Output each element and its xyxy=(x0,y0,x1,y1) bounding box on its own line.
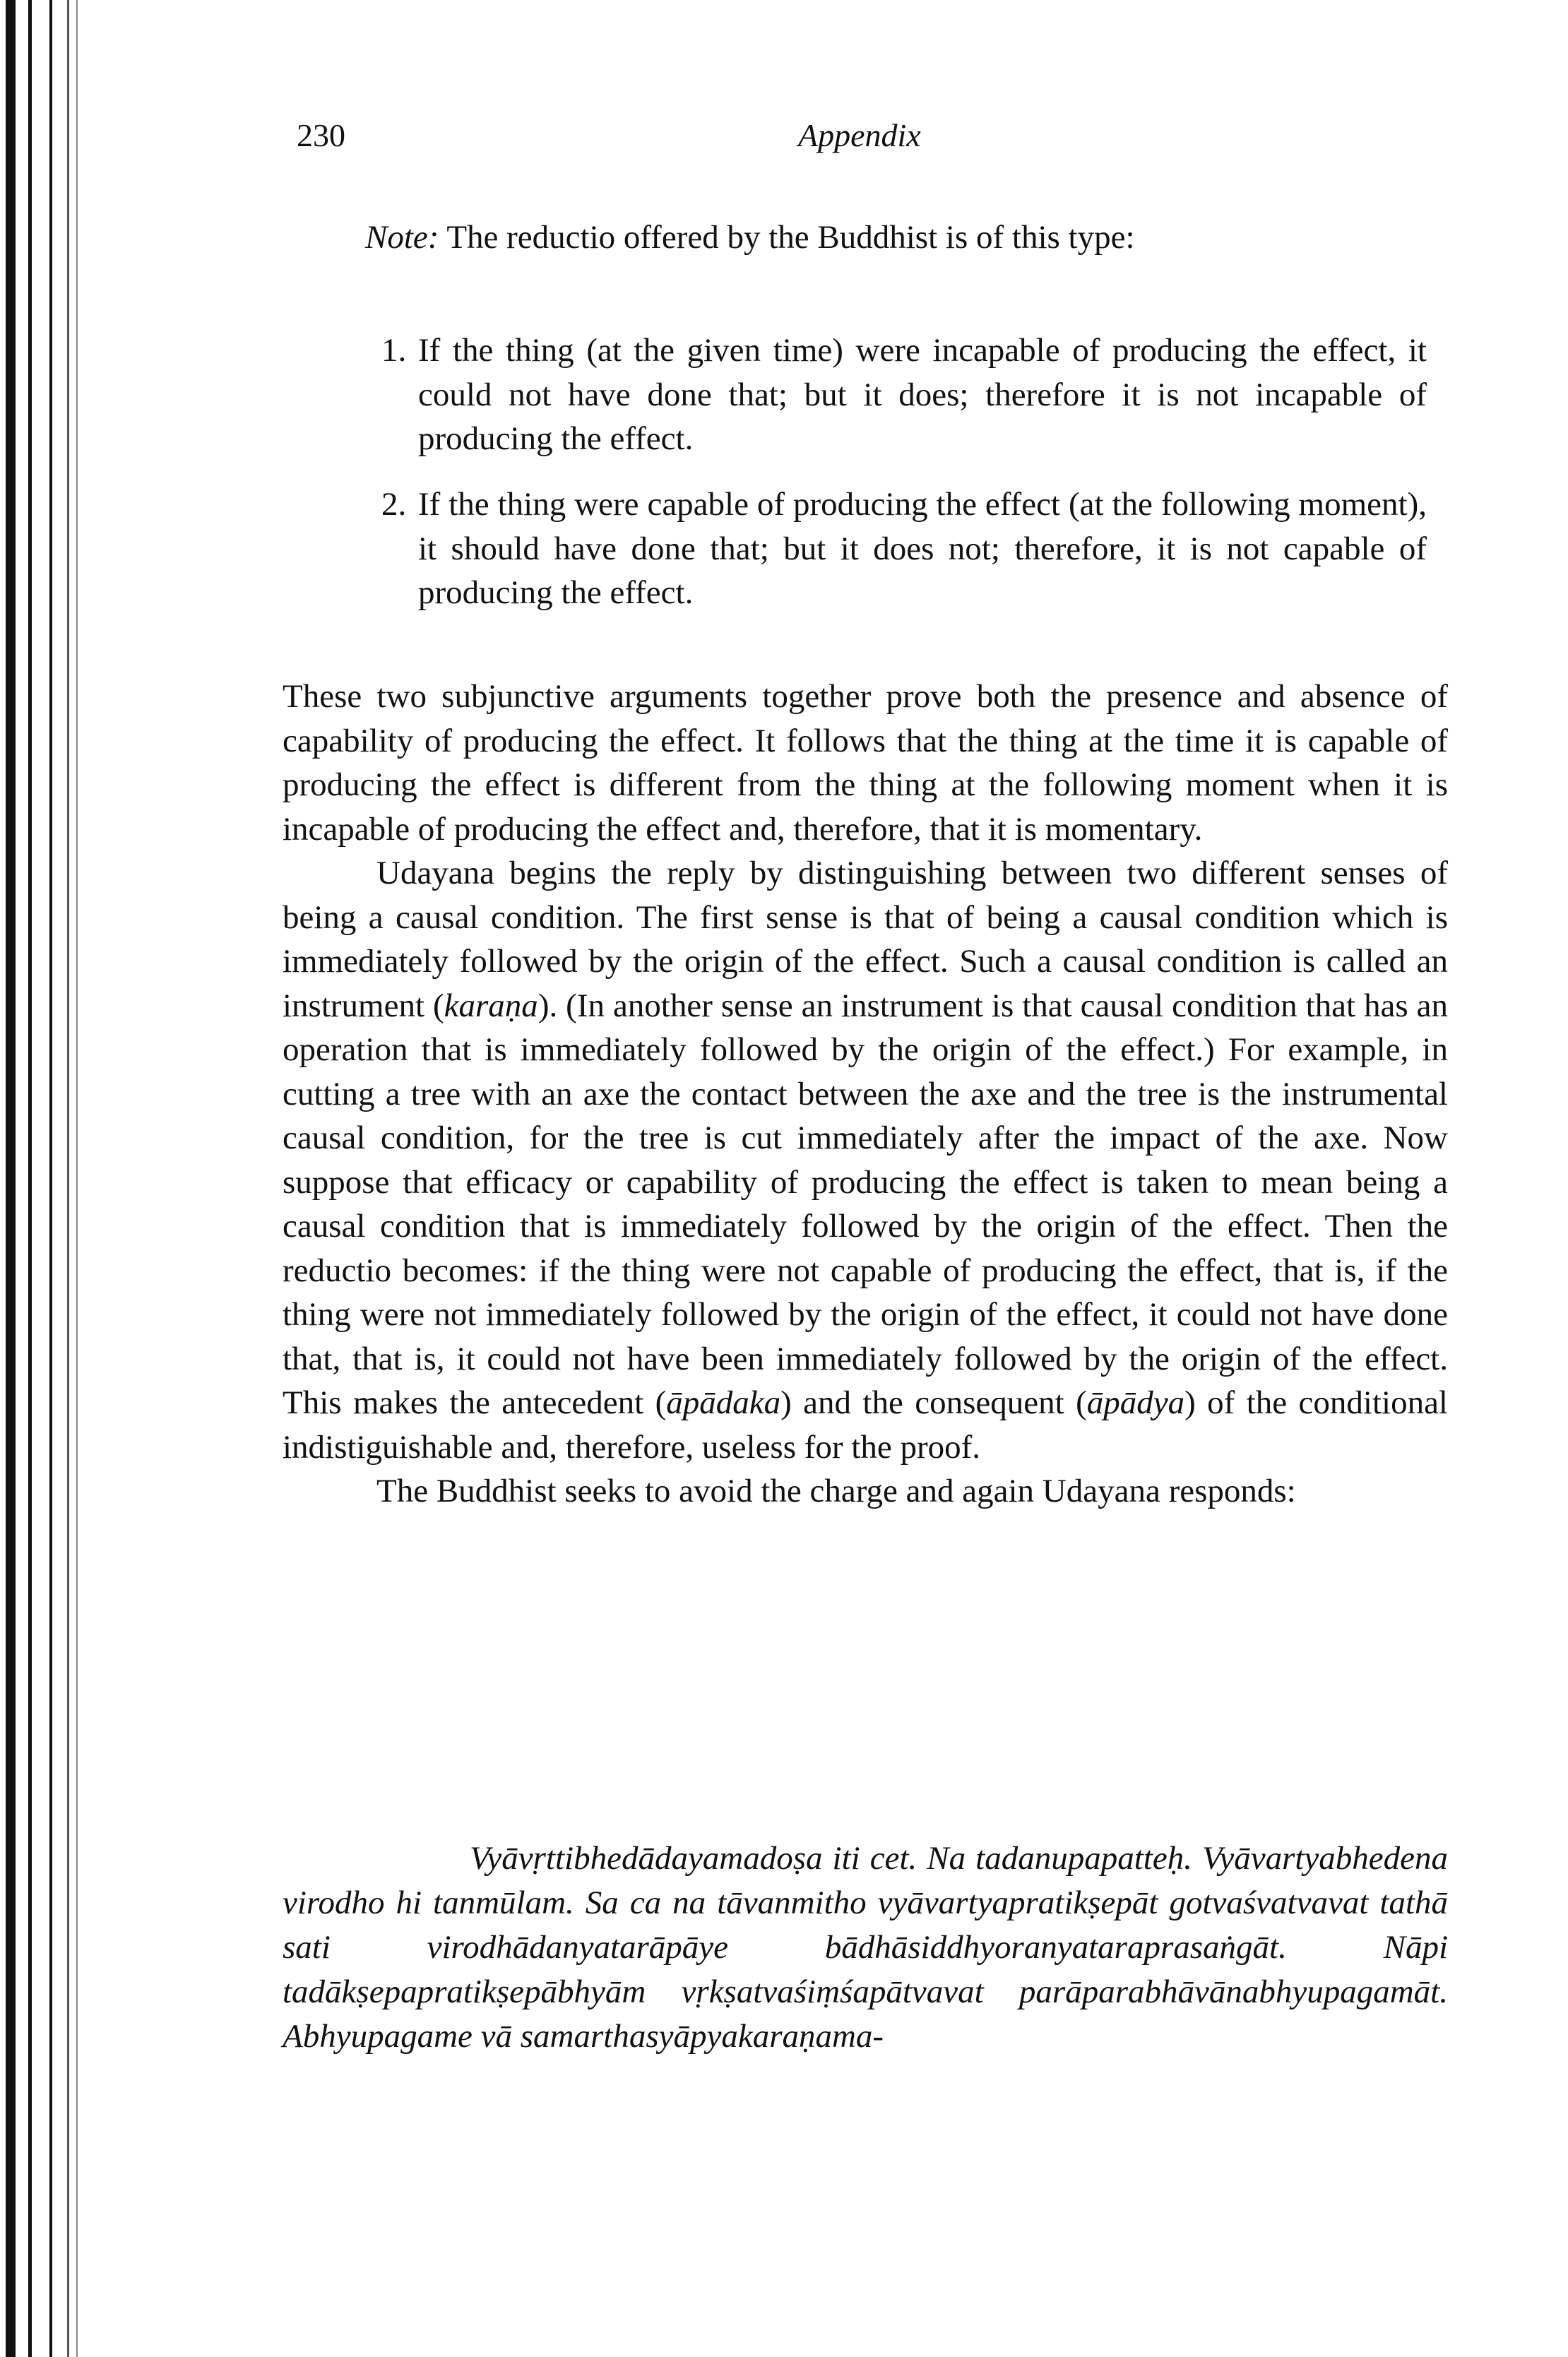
list-text: If the thing were capable of producing the effect (at the following moment), it should have done that; but it does not; therefore, it is not capable of producing the effect. xyxy=(418,486,1427,611)
list-number: 1. xyxy=(381,332,407,369)
note-text: The reductio offered by the Buddhist is of this type: xyxy=(439,219,1135,256)
term-apadaka: āpādaka xyxy=(666,1384,781,1421)
text-run: ) and the consequent ( xyxy=(780,1384,1087,1421)
sanskrit-quotation: Vyāvṛttibhedādayamadoṣa iti cet. Na tadanupapatteḥ. Vyāvartyabhedena virodho hi tanmūlam. Sa ca na tāvanmitho vyāvartyapratikṣepāt gotvaśvatvavat tathā sati virodhādanyatarāpāye bādhāsiddhyoranyataraprasaṅgāt. Nāpi tadākṣepapratikṣepābhyām vṛkṣatvaśiṃśapātvavat parāparabhāvānabhyupagamāt. Abhyupagame vā samarthasyāpyakaraṇama- xyxy=(283,1840,1448,2055)
scan-binding-edge xyxy=(67,0,69,2357)
text-run: Udayana begins the reply by distinguishing between two different senses of being a causal condition. The first sense is that of being a causal condition which is immediately followed by the origin of the effect. Such a causal condition is called an instrument ( xyxy=(283,855,1448,1024)
list-text: If the thing (at the given time) were incapable of producing the effect, it could not have done that; but it does; therefore it is not incapable of producing the effect. xyxy=(418,332,1427,457)
term-karana: karaṇa xyxy=(444,987,538,1024)
paragraph xyxy=(283,851,1448,1469)
note xyxy=(365,215,1495,260)
scan-binding-edge xyxy=(49,0,52,2357)
scan-binding-edge xyxy=(28,0,32,2357)
running-head: Appendix xyxy=(798,117,921,153)
list-item xyxy=(381,328,1427,461)
body-text xyxy=(283,675,1448,1514)
list-item xyxy=(381,482,1427,615)
note-label: Note: xyxy=(365,219,439,256)
scan-binding-edge xyxy=(76,0,78,2357)
term-apadya: āpādya xyxy=(1086,1384,1185,1421)
paragraph: The Buddhist seeks to avoid the charge and again Udayana responds: xyxy=(376,1473,1296,1509)
page-number: 230 xyxy=(297,117,345,153)
text-run: ) of the conditional indistiguishable and, therefore, useless for the proof. xyxy=(283,1384,1448,1466)
text-run: ). (In another sense an instrument is that causal condition that has an operation that is immediately followed by the origin of the effect.) For example, in cutting a tree with an axe the contact between the axe and the tree is the instrumental causal condition, for the tree is cut immediately after the impact of the axe. Now suppose that efficacy or capability of producing the effect is taken to mean being a causal condition that is immediately followed by the origin of the effect. Then the reductio becomes: if the thing were not capable of producing the effect, that is, if the thing were not immediately followed by the origin of the effect, it could not have done that, that is, it could not have been immediately followed by the origin of the effect. This makes the antecedent ( xyxy=(283,987,1448,1421)
scan-binding-edge xyxy=(6,0,16,2357)
list-number: 2. xyxy=(381,486,407,523)
paragraph: These two subjunctive arguments together prove both the presence and absence of capability of producing the effect. It follows that the thing at the time it is capable of producing the effect is different from the thing at the following moment when it is incapable of producing the effect and, therefore, that it is momentary. xyxy=(283,678,1448,848)
